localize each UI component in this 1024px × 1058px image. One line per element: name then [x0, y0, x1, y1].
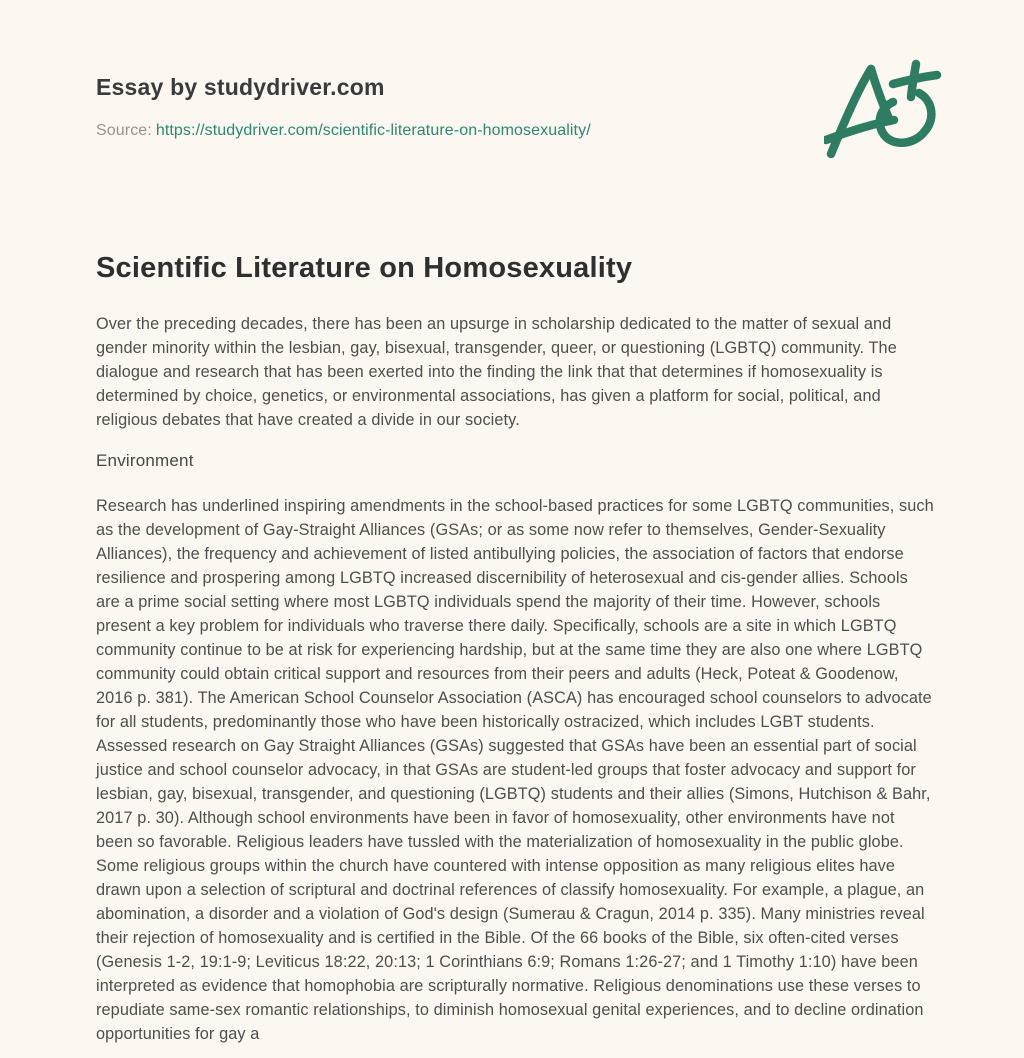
source-line: [96, 122, 591, 140]
studydriver-a-plus-logo-icon: [824, 58, 950, 164]
section-heading-environment: Environment: [96, 451, 194, 470]
site-heading: Essay by studydriver.com: [96, 74, 385, 100]
source-label: Source:: [96, 122, 152, 139]
essay-intro-paragraph: Over the preceding decades, there has been an upsurge in scholarship dedicated to the matter of sexual and gender minority within the lesbian, gay, bisexual, transgender, queer, or questioning (LGBTQ) community. The dialogue and research that has been exerted into the finding the link that that determines if homosexuality is determined by choice, genetics, or environmental associations, has given a platform for social, political, and religious debates that have created a divide in our society.: [96, 315, 897, 429]
essay-body-paragraph: Research has underlined inspiring amendments in the school-based practices for some LGBTQ communities, such as the development of Gay-Straight Alliances (GSAs; or as some now refer to themselves, Gender-Sexuality Alliances), the frequency and achievement of listed antibullying policies, the association of factors that endorse resilience and prospering among LGBTQ increased discernibility of heterosexual and cis-gender allies. Schools are a prime social setting where most LGBTQ individuals spend the majority of their time. However, schools present a key problem for individuals who traverse there daily. Specifically, schools are a site in which LGBTQ community continue to be at risk for experiencing hardship, but at the same time they are also one where LGBTQ community could obtain critical support and resources from their peers and adults (Heck, Poteat & Goodenow, 2016 p. 381). The American School Counselor Association (ASCA) has encouraged school counselors to advocate for all students, predominantly those who have been historically ostracized, which includes LGBT students. Assessed research on Gay Straight Alliances (GSAs) suggested that GSAs have been an essential part of social justice and school counselor advocacy, in that GSAs are student-led groups that foster advocacy and support for lesbian, gay, bisexual, transgender, and questioning (LGBTQ) students and their allies (Simons, Hutchison & Bahr, 2017 p. 30). Although school environments have been in favor of homosexuality, other environments have not been so favorable. Religious leaders have tussled with the materialization of homosexuality in the public globe. Some religious groups within the church have countered with intense opposition as many religious elites have drawn upon a selection of scriptural and doctrinal references of classify homosexuality. For example, a plague, an abomination, a disorder and a violation of God's design (Sumerau & Cragun, 2014 p. 335). Many ministries reveal their rejection of homosexuality and is certified in the Bible. Of the 66 books of the Bible, six often-cited verses (Genesis 1-2, 19:1-9; Leviticus 18:22, 20:13; 1 Corinthians 6:9; Romans 1:26-27; and 1 Timothy 1:10) have been interpreted as evidence that homophobia are scripturally normative. Religious denominations use these verses to repudiate same-sex romantic relationships, to diminish homosexual genital experiences, and to decline ordination opportunities for gay a: [96, 497, 934, 1043]
essay-title: Scientific Literature on Homosexuality: [96, 252, 633, 284]
source-url-link[interactable]: https://studydriver.com/scientific-literature-on-homosexuality/: [155, 122, 591, 139]
